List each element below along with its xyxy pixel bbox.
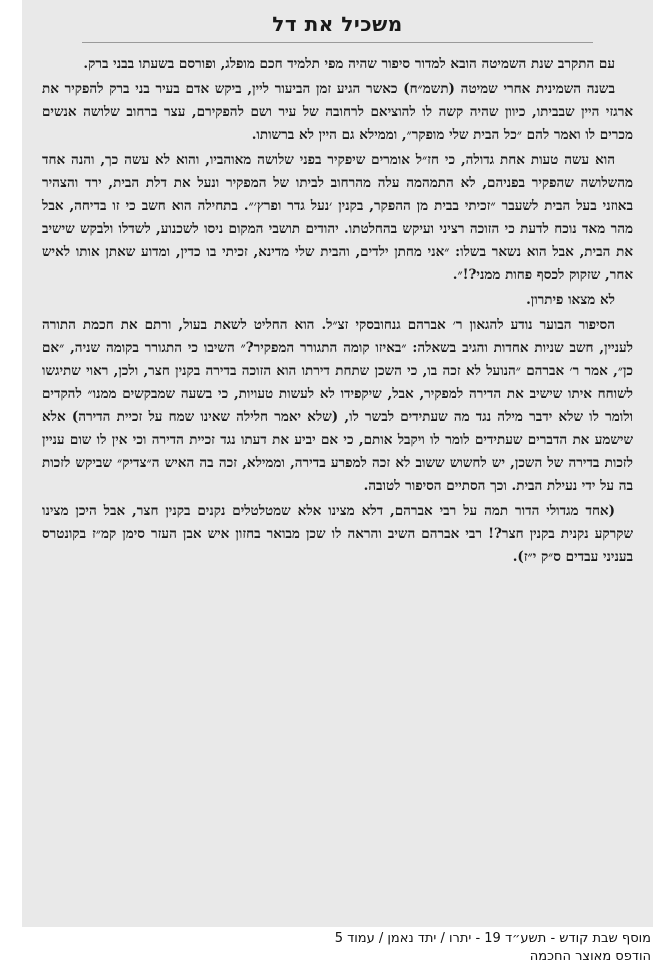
footer-source-line: מוסף שבת קודש - תשע״ד 19 - יתרו / יתד נאמן / עמוד 5 bbox=[334, 931, 651, 946]
paragraph-4: לא מצאו פיתרון. bbox=[526, 292, 615, 308]
paragraph-3: הוא עשה טעות אחת גדולה, כי חז״ל אומרים שיפקיר בפני שלושה מאוהביו, והוא לא עשה כך, והנה אחד מהשלושה שהפקיר בפניהם, לא התמהמה עלה מהרחוב לביתו של המפקיר ונעל את דלת הבית, ירד והצהיר באוזני בעל הבית לשעבר ״זכיתי בבית מן ההפקר, בקנין ׳נעל גדר ופרץ׳״. בתחילה הוא חשב כי זו בדיחה, אבל מהר מאד נוכח לדעת כי הזוכה רציני ועיקש בהחלטתו. יהודים תושבי המקום ניסו לשכנוע, לשדלו ולבקש שישיב את הבית, אבל הוא נשאר בשלו: ״אני מחתן ילדים, והבית שלי מדינא, זכיתי בו כדין, ומדוע שאתן אותו לאיש אחר, שזקוק לכסף פחות ממני?!״. bbox=[42, 152, 633, 283]
page-footer bbox=[22, 930, 653, 966]
title-divider bbox=[82, 42, 593, 43]
article-body bbox=[42, 53, 633, 569]
paragraph-5: הסיפור הבוער נודע להגאון ר׳ אברהם גנחובסקי זצ״ל. הוא החליט לשאת בעול, ורתם את חכמת התורה לעניין, חשב שניות אחדות והגיב בשאלה: ״באיזו קומה התגורר המפקיר?״ השיבו כי התגורר בקומה שניה, ״אם כן״, אמר ר׳ אברהם ״הנועל לא זכה בו, כי השכן שתחת דירתו הוא הזוכה בדירה בקנין חצר, ולכן, ראוי שתיגשו לשוחח איתו שישיב את הדירה למפקיר, אבל, שיקפידו לא לעשות טעויות, כי בשעה שמבקשים ממנו״ להקדים ולומר לו שלא ידבר מילה נגד מה שעתידים לבשר לו, (שלא יאמר חלילה שאינו שמח על זכיית הדירה) אלא שישמע את הדברים שעתידים לומר לו ויקבל אותם, כי אם יביע את דעתו נגד זכיית הדירה וכי אין לו שום עניין לזכות בדירה של השכן, יש לחשוש ששוב לא זכה למפרע בדירה, וממילא, זכה בה האיש ה״צדיק״ שביקש לזכות בה על ידי נעילת הבית. וכך הסתיים הסיפור לטובה. bbox=[42, 317, 633, 494]
paragraph-1: עם התקרב שנת השמיטה הובא למדור סיפור שהיה מפי תלמיד חכם מופלג, ופורסם בשעתו בבני ברק. bbox=[83, 56, 615, 72]
footer-print-credit: הודפס מאוצר החכמה bbox=[529, 949, 651, 964]
paragraph-2: בשנה השמינית אחרי שמיטה (תשמ״ח) כאשר הגיע זמן הביעור ליין, ביקש אדם בעיר בני ברק להפקיר את ארגזי היין שבביתו, כיוון שהיה קשה לו להוציאם לרחובה של עיר ושם להפקירם, עצר ברחוב שלושה אנשים מכרים לו ואמר להם ״כל הבית שלי מופקר״, וממילא גם היין לא ברשותו. bbox=[42, 81, 633, 143]
scanned-page bbox=[22, 0, 653, 927]
paragraph-6: (אחד מגדולי הדור תמה על רבי אברהם, דלא מצינו אלא שמטלטלים נקנים בקנין חצר, אבל היכן מצינו שקרקע נקנית בקנין חצר?! רבי אברהם השיב והראה לו שכן מבואר בחזון איש אבן העזר סימן קמ״ז בקונטרס בעניני עבדים ס״ק י״ז). bbox=[42, 503, 633, 565]
page-title: משכיל את דל bbox=[272, 12, 403, 36]
